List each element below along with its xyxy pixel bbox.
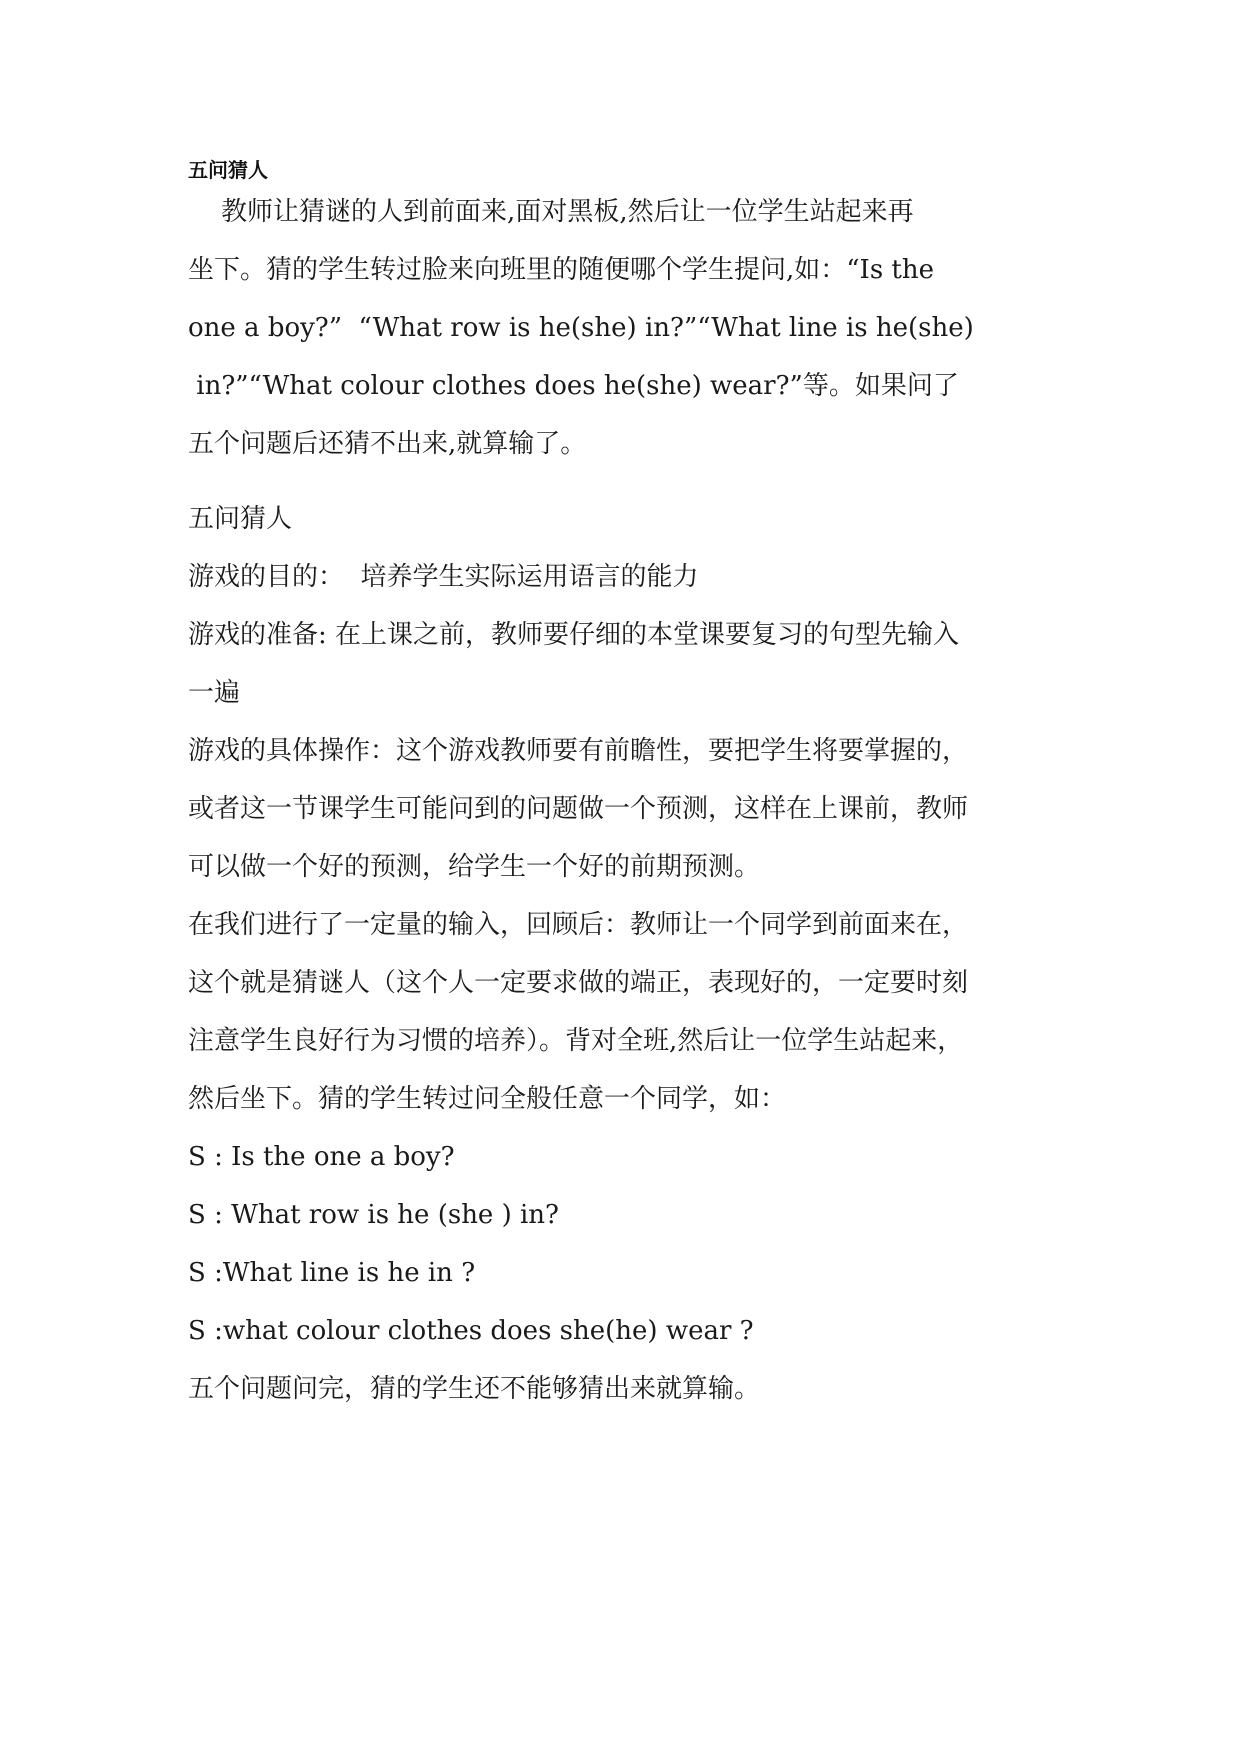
- intro-line: 教师让猜谜的人到前面来,面对黑板,然后让一位学生站起来再: [188, 197, 914, 227]
- small-heading: 五问猜人: [188, 158, 268, 182]
- intro-line: 坐下。猜的学生转过脸来向班里的随便哪个学生提问,如：“Is the: [188, 255, 935, 285]
- operation-line: 注意学生良好行为习惯的培养）。背对全班,然后让一位学生站起来，: [188, 1026, 964, 1056]
- operation-line: 然后坐下。猜的学生转过问全般任意一个同学，如：: [188, 1084, 787, 1114]
- operation-line: 这个就是猜谜人（这个人一定要求做的端正，表现好的，一定要时刻: [188, 968, 969, 998]
- preparation-line: 一遍: [188, 678, 241, 708]
- intro-line: in?”“What colour clothes does he(she) wear?”等。如果问了: [188, 371, 959, 401]
- question-line: S : Is the one a boy?: [188, 1142, 455, 1172]
- operation-line: 或者这一节课学生可能问到的问题做一个预测，这样在上课前，教师: [188, 794, 969, 824]
- operation-line: 游戏的具体操作：这个游戏教师要有前瞻性，要把学生将要掌握的，: [188, 736, 969, 766]
- question-line: S : What row is he (she ) in?: [188, 1200, 559, 1230]
- question-line: S :What line is he in ?: [188, 1258, 476, 1288]
- preparation-line: 游戏的准备: 在上课之前，教师要仔细的本堂课要复习的句型先输入: [188, 620, 960, 650]
- intro-line: one a boy?” “What row is he(she) in?”“What line is he(she): [188, 313, 974, 343]
- section-title: 五问猜人: [188, 504, 293, 534]
- question-line: S :what colour clothes does she(he) wear ?: [188, 1316, 754, 1346]
- intro-line: 五个问题后还猜不出来,就算输了。: [188, 429, 587, 459]
- operation-line: 在我们进行了一定量的输入，回顾后：教师让一个同学到前面来在，: [188, 910, 969, 940]
- conclusion-line: 五个问题问完，猜的学生还不能够猜出来就算输。: [188, 1374, 761, 1404]
- purpose-line: 游戏的目的： 培养学生实际运用语言的能力: [188, 562, 699, 592]
- operation-line: 可以做一个好的预测，给学生一个好的前期预测。: [188, 852, 761, 882]
